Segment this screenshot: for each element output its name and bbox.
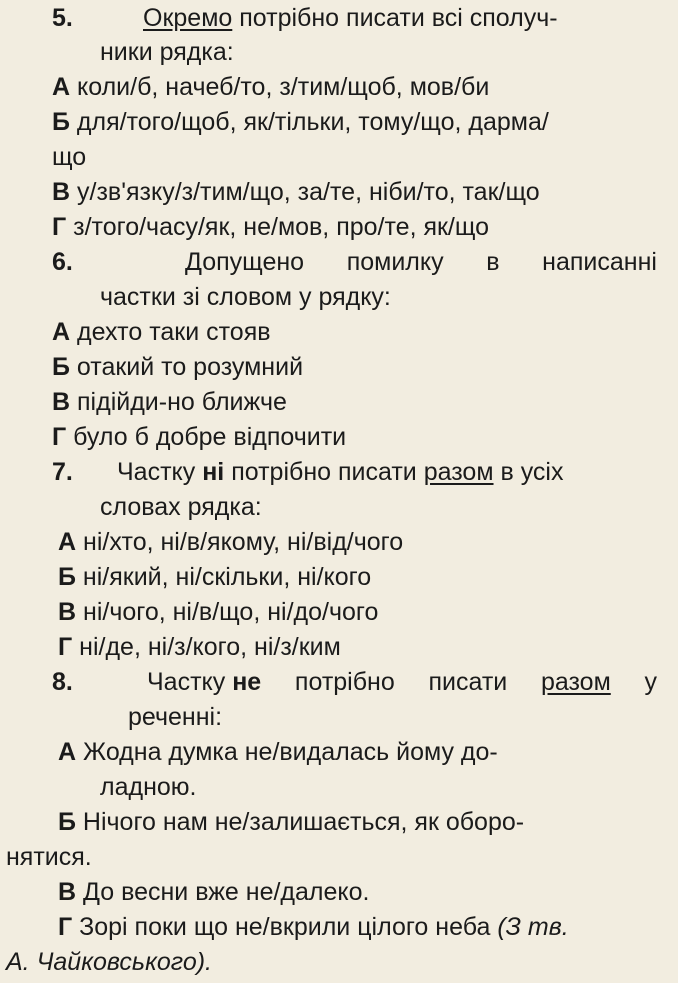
q8-option-b: Б Нічого нам не/залишається, як оборо- (58, 808, 525, 836)
q8-option-g: Г Зорі поки що не/вкрили цілого неба (З тв. (58, 913, 569, 941)
q7-stem: Частку ні потрібно писати разом в усіх (117, 458, 564, 486)
q8-particle: не (232, 668, 262, 696)
q7-option-b: Б ні/який, ні/скільки, ні/кого (58, 563, 372, 591)
q8-underlined-word: разом (540, 668, 611, 696)
q8-stem-line2: реченні: (128, 703, 223, 731)
q6-stem-line2: частки зі словом у рядку: (100, 283, 391, 311)
q5-option-b-cont: що (52, 143, 87, 171)
q7-stem-line2: словах рядка: (100, 493, 262, 521)
q5-stem-line2: ники рядка: (100, 38, 234, 66)
q5-option-v: В у/зв'язку/з/тим/що, за/те, ніби/то, так/що (52, 178, 540, 206)
q5-option-b: Б для/того/щоб, як/тільки, тому/що, дарма/ (52, 108, 549, 136)
q5-stem-word: Окремо (143, 4, 233, 32)
q8-option-b-cont: нятися. (6, 843, 92, 871)
q8-source: (З тв. (497, 913, 569, 941)
q5-option-a: А коли/б, начеб/то, з/тим/щоб, мов/би (52, 73, 490, 101)
q8-stem: Частку не потрібно писати разом у (147, 665, 657, 699)
q8-option-a: А Жодна думка не/видалась йому до- (58, 738, 498, 766)
q7-option-v: В ні/чого, ні/в/що, ні/до/чого (58, 598, 379, 626)
q8-option-a-cont: ладною. (100, 773, 197, 801)
q7-option-a: А ні/хто, ні/в/якому, ні/від/чого (58, 528, 404, 556)
q8-number: 8. (52, 668, 73, 696)
q6-stem: Допущено помилку в написанні (185, 248, 657, 276)
q5-option-g: Г з/того/часу/як, не/мов, про/те, як/що (52, 213, 490, 241)
q7-number: 7. (52, 458, 73, 486)
q6-option-g: Г було б добре відпочити (52, 423, 347, 451)
q5-number: 5. (52, 4, 73, 32)
q6-number: 6. (52, 248, 73, 276)
q7-option-g: Г ні/де, ні/з/кого, ні/з/ким (58, 633, 341, 661)
q6-option-a: А дехто таки стояв (52, 318, 271, 346)
q8-option-v: В До весни вже не/далеко. (58, 878, 370, 906)
q8-source-cont: А. Чайковського). (6, 948, 212, 976)
q7-underlined-word: разом (423, 458, 494, 486)
q6-option-b: Б отакий то розумний (52, 353, 304, 381)
q7-particle: ні (202, 458, 225, 486)
q6-option-v: В підійди-но ближче (52, 388, 287, 416)
q5-stem: Окремо потрібно писати всі сполуч- (143, 4, 558, 32)
